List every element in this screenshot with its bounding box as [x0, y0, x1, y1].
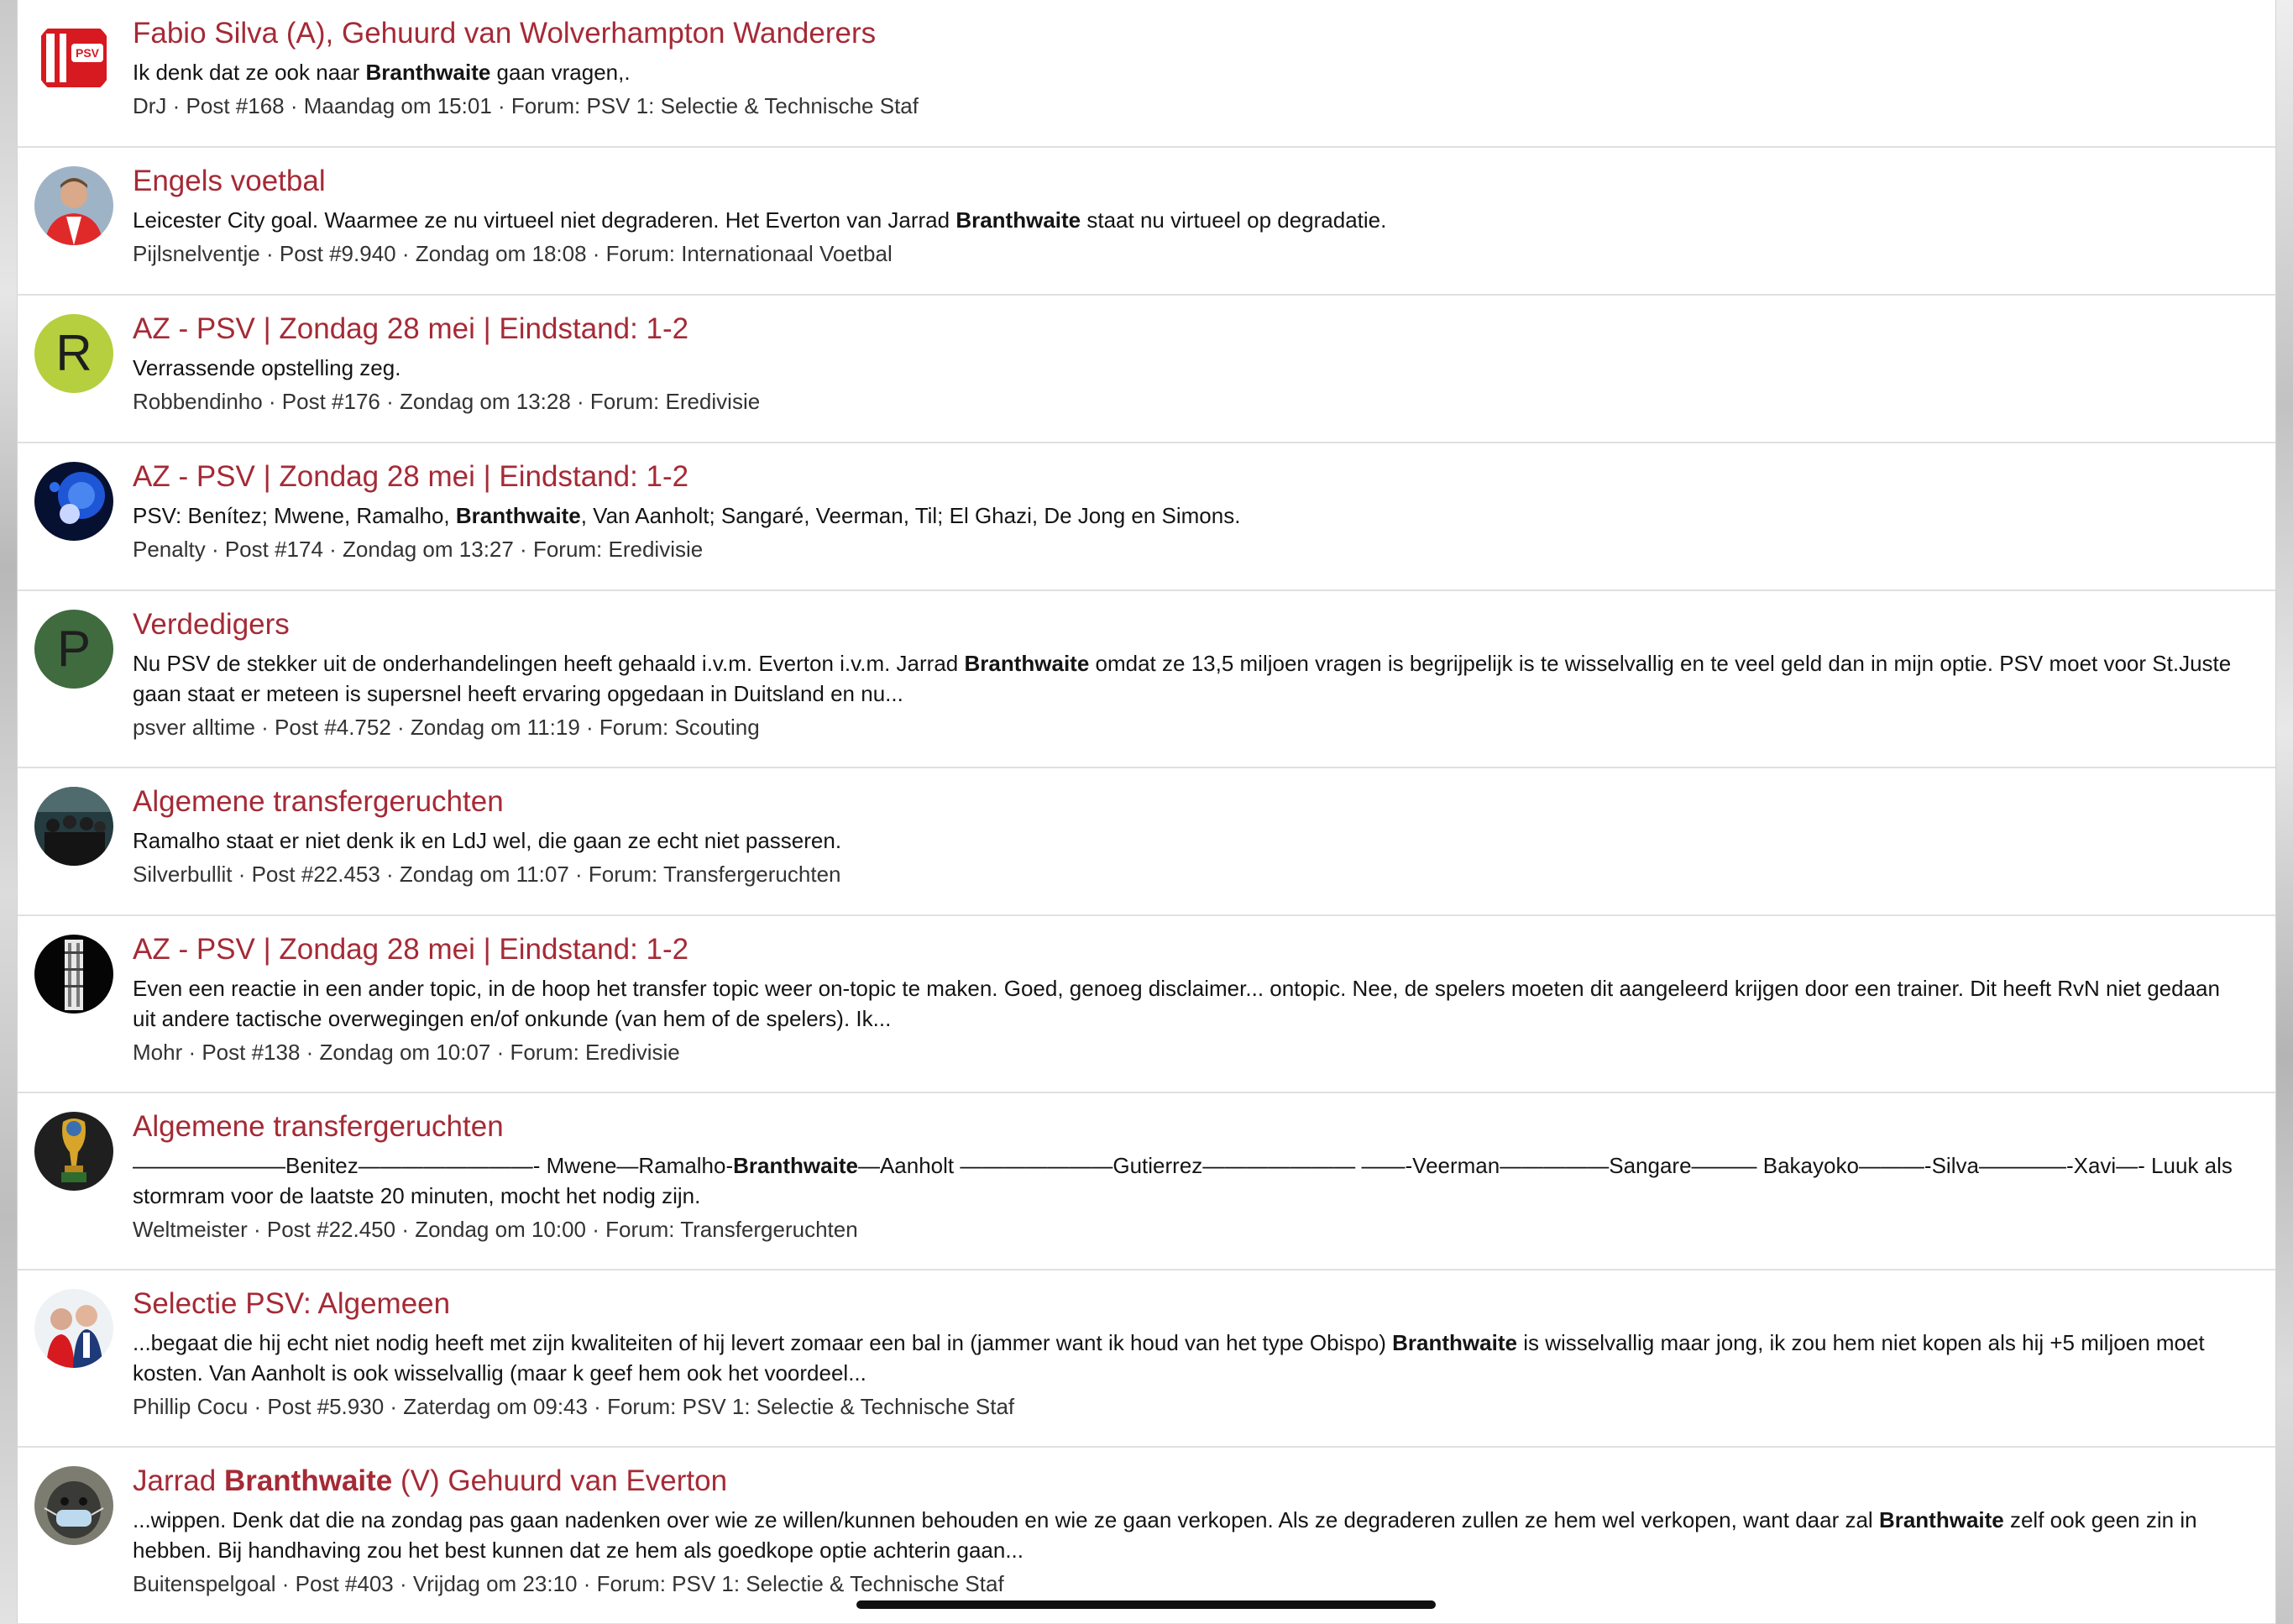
snippet-text: omdat ze 13,5 miljoen vragen is begrijpelijk is te wisselvallig en te veel geld dan in mijn optie. PSV moet voor St.Juste gaan staat er meteen is supersnel heeft ervaring opgedaan in Duitsland en nu... [133, 651, 2232, 706]
result-body [133, 785, 2242, 914]
post-snippet [133, 500, 2242, 531]
monument-avatar[interactable] [34, 935, 113, 1014]
post-meta: psver alltime · Post #4.752 · Zondag om 11:19 · Forum: Scouting [133, 715, 760, 740]
search-result-row[interactable] [18, 591, 2275, 768]
snippet-text: PSV: Benítez; Mwene, Ramalho, [133, 503, 456, 528]
thread-title-text: AZ - PSV | Zondag 28 mei | Eindstand: 1-2 [133, 460, 689, 493]
highlighted-search-term: Branthwaite [733, 1153, 858, 1178]
snippet-text: is wisselvallig maar jong, ik zou hem niet kopen als hij +5 miljoen moet kosten. Van Aanholt is ook wisselvallig (maar k geef hem ook het voordeel... [133, 1330, 2205, 1386]
band-photo-avatar[interactable] [34, 787, 113, 866]
thread-title-link[interactable] [133, 785, 2242, 819]
snippet-text: Nu PSV de stekker uit de onderhandelingen heeft gehaald i.v.m. Everton i.v.m. Jarrad [133, 651, 965, 676]
search-result-row[interactable] [18, 296, 2275, 443]
thread-title-text: Selectie PSV: Algemeen [133, 1287, 451, 1320]
snippet-text: ...begaat die hij echt niet nodig heeft met zijn kwaliteiten of hij levert zomaar een bal in (jammer want ik houd van het type Obispo) [133, 1330, 1393, 1355]
snippet-text: zelf ook geen zin in hebben. Bij handhaving zou het best kunnen dat ze hem als goedkope optie achterin gaan... [133, 1507, 2197, 1563]
post-snippet [133, 1328, 2242, 1388]
result-body [133, 933, 2242, 1092]
background-left-edge [0, 0, 17, 1624]
snippet-text: Verrassende opstelling zeg. [133, 355, 401, 380]
user-avatar-letter[interactable] [34, 610, 113, 689]
thread-title-link[interactable] [133, 608, 2242, 642]
player-photo-avatar[interactable] [34, 166, 113, 245]
result-body [133, 165, 2242, 294]
snippet-text: ———————Benitez————————- Mwene—Ramalho- [133, 1153, 734, 1178]
svg-text:PSV: PSV [75, 46, 100, 60]
snippet-text: —Aanholt ———————Gutierrez——————— ——-Veerman—————Sangare——— Bakayoko———-Silva————-Xavi—- Luuk als stormram voor de laatste 20 minuten, mocht het nodig zijn. [133, 1153, 2233, 1208]
snippet-text: ...wippen. Denk dat die na zondag pas gaan nadenken over wie ze willen/kunnen behouden en wie ze gaan verkopen. Als ze degraderen zullen ze hem wel verkopen, want daar zal [133, 1507, 1879, 1532]
background-right-edge [2276, 0, 2293, 1624]
avatar-letter: R [55, 325, 92, 381]
trophy-avatar[interactable] [34, 1112, 113, 1191]
thread-title-text: Engels voetbal [133, 165, 326, 197]
snippet-text: Ik denk dat ze ook naar [133, 60, 366, 85]
user-avatar-letter[interactable] [34, 314, 113, 393]
post-snippet [133, 648, 2242, 709]
search-result-row[interactable] [18, 768, 2275, 916]
highlighted-search-term: Branthwaite [1392, 1330, 1517, 1355]
thread-title-link[interactable] [133, 1464, 2242, 1498]
snippet-text: Ramalho staat er niet denk ik en LdJ wel, die gaan ze echt niet passeren. [133, 828, 842, 853]
post-meta: Silverbullit · Post #22.453 · Zondag om 11:07 · Forum: Transfergeruchten [133, 862, 841, 887]
thread-title-text: Verdedigers [133, 608, 290, 641]
thread-title-link[interactable] [133, 165, 2242, 198]
highlighted-search-term: Branthwaite [223, 1464, 393, 1497]
result-body [133, 1110, 2242, 1269]
thread-title-text: Fabio Silva (A), Gehuurd van Wolverhampton Wanderers [133, 17, 877, 50]
post-meta: Weltmeister · Post #22.450 · Zondag om 10:00 · Forum: Transfergeruchten [133, 1217, 858, 1242]
highlighted-search-term: Branthwaite [365, 60, 491, 85]
post-meta: Pijlsnelventje · Post #9.940 · Zondag om 18:08 · Forum: Internationaal Voetbal [133, 241, 893, 266]
search-result-row[interactable] [18, 1448, 2275, 1624]
snippet-text: Even een reactie in een ander topic, in de hoop het transfer topic weer on-topic te maken. Goed, genoeg disclaimer... ontopic. Nee, de spelers moeten dit aangeleerd krijgen door een trainer. Dit heeft RvN niet gedaan uit andere tactische overwegingen en/of onkunde (van hem of de spelers). Ik... [133, 976, 2220, 1031]
search-result-row[interactable] [18, 0, 2275, 148]
post-snippet [133, 353, 2242, 383]
thread-title-link[interactable] [133, 312, 2242, 346]
post-meta: Phillip Cocu · Post #5.930 · Zaterdag om 09:43 · Forum: PSV 1: Selectie & Technische Staf [133, 1394, 1015, 1419]
thread-title-link[interactable] [133, 460, 2242, 494]
post-snippet [133, 57, 2242, 87]
thread-title-link[interactable] [133, 933, 2242, 967]
search-result-row[interactable] [18, 916, 2275, 1093]
post-meta: Buitenspelgoal · Post #403 · Vrijdag om 23:10 · Forum: PSV 1: Selectie & Technische Staf [133, 1571, 1004, 1596]
avatar-letter: P [56, 621, 92, 677]
post-snippet [133, 205, 2242, 235]
search-results-list [17, 0, 2276, 1624]
search-result-row[interactable] [18, 1093, 2275, 1270]
snippet-text: staat nu virtueel op degradatie. [1081, 207, 1387, 233]
result-body [133, 1287, 2242, 1446]
post-snippet [133, 825, 2242, 856]
thread-title-text: AZ - PSV | Zondag 28 mei | Eindstand: 1-2 [133, 312, 689, 345]
result-body [133, 1464, 2242, 1623]
thread-title-link[interactable] [133, 1287, 2242, 1321]
snippet-text: Leicester City goal. Waarmee ze nu virtueel niet degraderen. Het Everton van Jarrad [133, 207, 956, 233]
post-meta: Penalty · Post #174 · Zondag om 13:27 · Forum: Eredivisie [133, 537, 704, 562]
home-indicator[interactable] [856, 1600, 1436, 1609]
post-snippet [133, 1150, 2242, 1211]
result-body [133, 460, 2242, 589]
snippet-text: , Van Aanholt; Sangaré, Veerman, Til; El Ghazi, De Jong en Simons. [580, 503, 1241, 528]
highlighted-search-term: Branthwaite [1878, 1507, 2004, 1532]
thread-title-text: Algemene transfergeruchten [133, 785, 504, 818]
blue-ball-avatar[interactable] [34, 462, 113, 541]
post-snippet [133, 973, 2242, 1034]
search-result-row[interactable] [18, 1270, 2275, 1448]
post-snippet [133, 1505, 2242, 1565]
psv-logo-avatar[interactable] [34, 18, 113, 97]
highlighted-search-term: Branthwaite [455, 503, 581, 528]
result-body [133, 608, 2242, 767]
post-meta: Robbendinho · Post #176 · Zondag om 13:28 · Forum: Eredivisie [133, 389, 761, 414]
people-photo-avatar[interactable] [34, 1289, 113, 1368]
masked-animal-avatar[interactable] [34, 1466, 113, 1545]
thread-title-text: Jarrad [133, 1464, 224, 1497]
thread-title-link[interactable] [133, 1110, 2242, 1144]
thread-title-text: AZ - PSV | Zondag 28 mei | Eindstand: 1-2 [133, 933, 689, 966]
search-result-row[interactable] [18, 148, 2275, 296]
thread-title-link[interactable] [133, 17, 2242, 50]
highlighted-search-term: Branthwaite [964, 651, 1090, 676]
thread-title-text: Algemene transfergeruchten [133, 1110, 504, 1143]
thread-title-text: (V) Gehuurd van Everton [392, 1464, 728, 1497]
post-meta: DrJ · Post #168 · Maandag om 15:01 · Forum: PSV 1: Selectie & Technische Staf [133, 93, 919, 118]
post-meta: Mohr · Post #138 · Zondag om 10:07 · Forum: Eredivisie [133, 1040, 680, 1065]
snippet-text: gaan vragen,. [490, 60, 631, 85]
search-result-row[interactable] [18, 443, 2275, 591]
highlighted-search-term: Branthwaite [955, 207, 1081, 233]
result-body [133, 17, 2242, 146]
result-body [133, 312, 2242, 442]
